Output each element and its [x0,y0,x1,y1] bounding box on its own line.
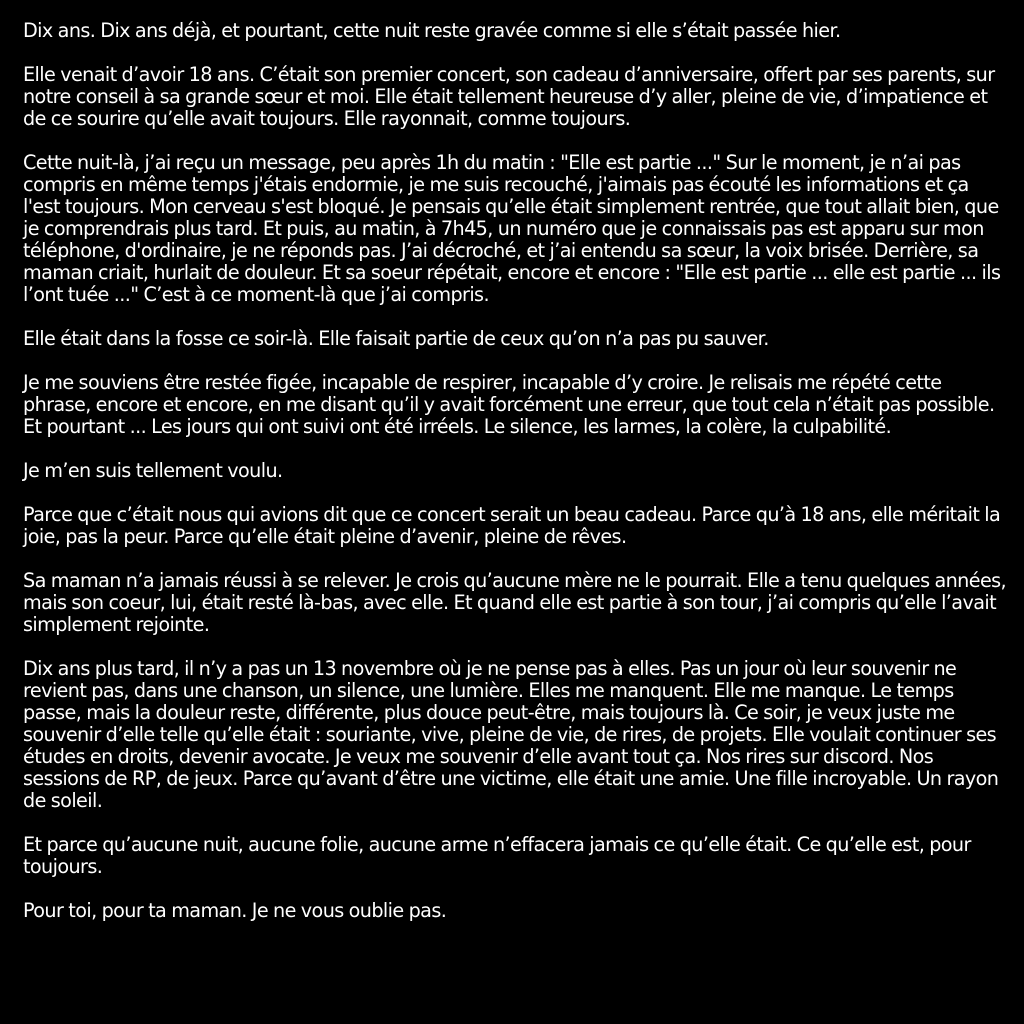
paragraph-8: Sa maman n’a jamais réussi à se relever. Je crois qu’aucune mère ne le pourrait. Elle a tenu quelques années, mais son coeur, lui, était resté là-bas, avec elle. Et quand elle est partie à son tour, j’ai compris qu’elle l’avait simplement rejointe. [23,569,1007,636]
paragraph-7: Parce que c’était nous qui avions dit que ce concert serait un beau cadeau. Parce qu’à 18 ans, elle méritait la joie, pas la peur. Parce qu’elle était pleine d’avenir, pleine de rêves. [23,503,1001,548]
paragraph-2: Elle venait d’avoir 18 ans. C’était son premier concert, son cadeau d’anniversaire, offert par ses parents, sur notre conseil à sa grande sœur et moi. Elle était tellement heureuse d’y aller, pleine de vie, d’impatience et de ce sourire qu’elle avait toujours. Elle rayonnait, comme toujours. [23,63,995,130]
paragraph-1: Dix ans. Dix ans déjà, et pourtant, cette nuit reste gravée comme si elle s’était passée hier. [23,19,841,42]
paragraph-9: Dix ans plus tard, il n’y a pas un 13 novembre où je ne pense pas à elles. Pas un jour où leur souvenir ne revient pas, dans une chanson, un silence, une lumière. Elles me manquent. Elle me manque. Le temps passe, mais la douleur reste, différente, plus douce peut-être, mais toujours là. Ce soir, je veux juste me souvenir d’elle telle qu’elle était : souriante, vive, pleine de vie, de rires, de projets. Elle voulait continuer ses études en droits, devenir avocate. Je veux me souvenir d’elle avant tout ça. Nos rires sur discord. Nos sessions de RP, de jeux. Parce qu’avant d’être une victime, elle était une amie. Une fille incroyable. Un rayon de soleil. [23,657,999,812]
paragraph-6: Je m’en suis tellement voulu. [23,459,283,482]
paragraph-4: Elle était dans la fosse ce soir-là. Elle faisait partie de ceux qu’on n’a pas pu sauver. [23,327,769,350]
paragraph-3: Cette nuit-là, j’ai reçu un message, peu après 1h du matin : "Elle est partie ..." Sur le moment, je n’ai pas compris en même temps j'étais endormie, je me suis recouché, j'aimais pas écouté les informations et ça l'est toujours. Mon cerveau s'est bloqué. Je pensais qu’elle était simplement rentrée, que tout allait bien, que je comprendrais plus tard. Et puis, au matin, à 7h45, un numéro que je connaissais pas est apparu sur mon téléphone, d'ordinaire, je ne réponds pas. J’ai décroché, et j’ai entendu sa sœur, la voix brisée. Derrière, sa maman criait, hurlait de douleur. Et sa soeur répétait, encore et encore : "Elle est partie ... elle est partie ... ils l’ont tuée ..." C’est à ce moment-là que j’ai compris. [23,151,1001,306]
paragraph-11: Pour toi, pour ta maman. Je ne vous oublie pas. [23,899,447,922]
memorial-text-document [23,20,1008,922]
paragraph-10: Et parce qu’aucune nuit, aucune folie, aucune arme n’effacera jamais ce qu’elle était. Ce qu’elle est, pour toujours. [23,833,971,878]
paragraph-5: Je me souviens être restée figée, incapable de respirer, incapable d’y croire. Je relisais me répété cette phrase, encore et encore, en me disant qu’il y avait forcément une erreur, que tout cela n’était pas possible. Et pourtant ... Les jours qui ont suivi ont été irréels. Le silence, les larmes, la colère, la culpabilité. [23,371,995,438]
